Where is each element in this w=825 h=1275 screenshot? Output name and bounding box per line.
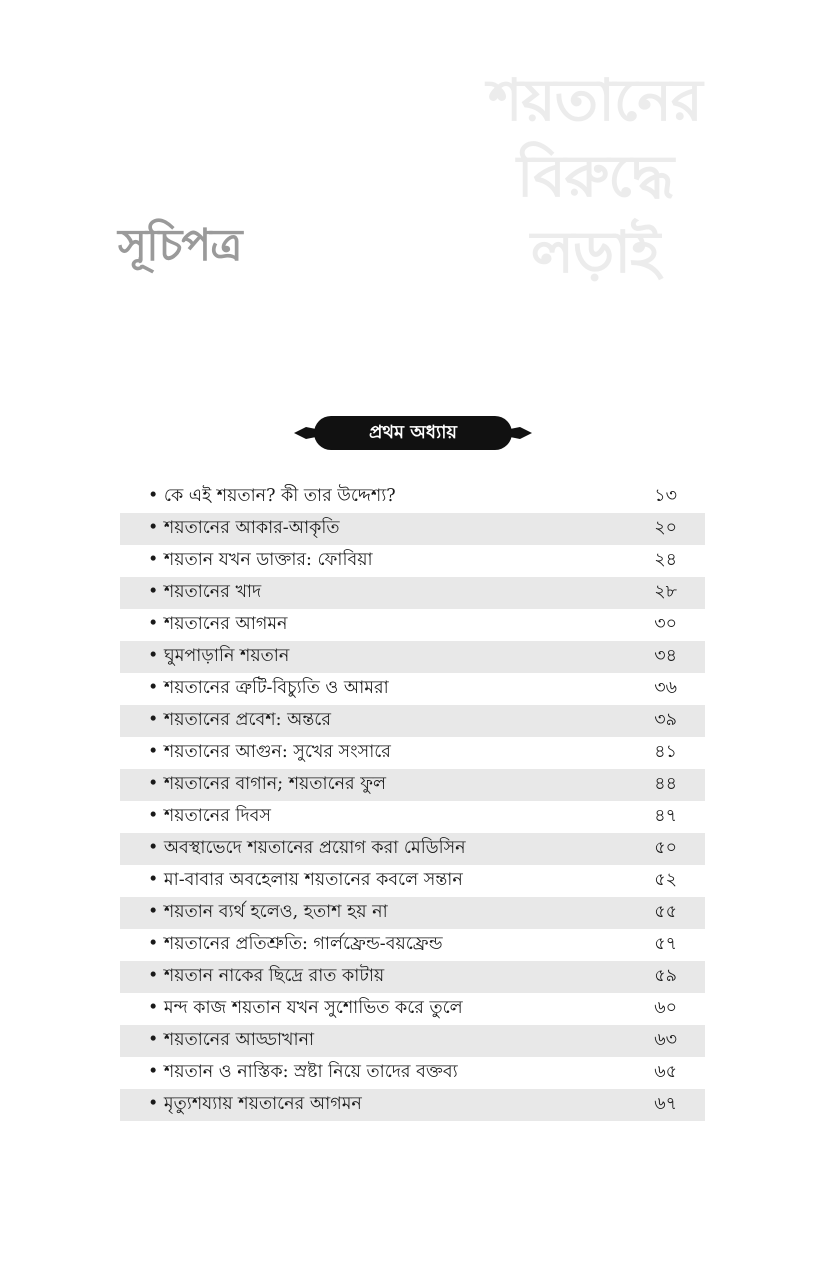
bullet-icon: •: [148, 741, 159, 762]
toc-entry-title: শয়তান ও নাস্তিক: স্রষ্টা নিয়ে তাদের বক্তব্য: [163, 1061, 458, 1082]
toc-entry[interactable]: [120, 545, 705, 577]
page-title: সূচিপত্র: [118, 220, 242, 271]
toc-entry[interactable]: [120, 801, 705, 833]
toc-entry-title: কে এই শয়তান? কী তার উদ্দেশ্য?: [163, 485, 396, 506]
toc-entry-page-number: ৫৯: [654, 965, 677, 986]
toc-entry-title: মন্দ কাজ শয়তান যখন সুশোভিত করে তুলে: [163, 997, 463, 1018]
bullet-icon: •: [148, 709, 159, 730]
bullet-icon: •: [148, 517, 159, 538]
toc-entry-page-number: ৬৩: [654, 1029, 677, 1050]
bullet-icon: •: [148, 549, 159, 570]
toc-entry-page-number: ৩৪: [654, 645, 677, 666]
toc-entry-title-wrap: [148, 963, 384, 992]
toc-entry[interactable]: [120, 1025, 705, 1057]
bullet-icon: •: [148, 677, 159, 698]
toc-entry-page-number: ৫০: [654, 837, 677, 858]
toc-entry[interactable]: [120, 641, 705, 673]
toc-entry-title-wrap: [148, 739, 391, 768]
toc-entry[interactable]: [120, 705, 705, 737]
toc-entry-title: শয়তানের প্রতিশ্রুতি: গার্লফ্রেন্ড-বয়ফ্রেন্ড: [163, 933, 443, 954]
toc-entry-title: শয়তানের বাগান; শয়তানের ফুল: [163, 773, 387, 794]
toc-entry-page-number: ১৩: [654, 485, 677, 506]
bullet-icon: •: [148, 933, 159, 954]
toc-entry-page-number: ৩৯: [654, 709, 677, 730]
toc-entry-page-number: ৬৭: [654, 1093, 677, 1114]
toc-entry-title: শয়তানের প্রবেশ: অন্তরে: [163, 709, 331, 730]
toc-entry-title: শয়তানের আড্ডাখানা: [163, 1029, 315, 1050]
toc-entry-title-wrap: [148, 579, 261, 608]
toc-entry-page-number: ২৮: [654, 581, 677, 602]
watermark-line-2: বিরুদ্ধে: [516, 142, 674, 210]
bullet-icon: •: [148, 997, 159, 1018]
chapter-heading: প্রথম অধ্যায়: [368, 422, 458, 443]
toc-entry-title: শয়তানের আগমন: [163, 613, 288, 634]
toc-entry[interactable]: [120, 513, 705, 545]
toc-entry-title: শয়তানের দিবস: [163, 805, 271, 826]
toc-entry-page-number: ৩৬: [654, 677, 677, 698]
table-of-contents: [120, 481, 705, 1121]
toc-entry-page-number: ২০: [654, 517, 677, 538]
toc-entry-title: শয়তান যখন ডাক্তার: ফোবিয়া: [163, 549, 373, 570]
toc-entry[interactable]: [120, 897, 705, 929]
toc-entry-title-wrap: [148, 547, 373, 576]
toc-entry-title-wrap: [148, 995, 463, 1024]
toc-entry-title: অবস্থাভেদে শয়তানের প্রয়োগ করা মেডিসিন: [163, 837, 466, 858]
bullet-icon: •: [148, 869, 159, 890]
toc-entry[interactable]: [120, 673, 705, 705]
toc-entry-title: শয়তান ব্যর্থ হলেও, হতাশ হয় না: [163, 901, 388, 922]
toc-entry-title: শয়তানের ত্রুটি-বিচ্যুতি ও আমরা: [163, 677, 389, 698]
toc-entry-page-number: ৫২: [654, 869, 677, 890]
bullet-icon: •: [148, 613, 159, 634]
toc-entry-title-wrap: [148, 515, 340, 544]
toc-entry[interactable]: [120, 1089, 705, 1121]
toc-entry-title-wrap: [148, 483, 396, 512]
toc-entry[interactable]: [120, 865, 705, 897]
bullet-icon: •: [148, 645, 159, 666]
toc-entry-title-wrap: [148, 771, 386, 800]
bullet-icon: •: [148, 1061, 159, 1082]
toc-entry[interactable]: [120, 929, 705, 961]
toc-entry-title: মা-বাবার অবহেলায় শয়তানের কবলে সন্তান: [163, 869, 463, 890]
watermark-line-1: শয়তানের: [488, 66, 702, 134]
toc-entry-title-wrap: [148, 707, 331, 736]
toc-entry-title-wrap: [148, 899, 388, 928]
toc-entry-title: শয়তানের আগুন: সুখের সংসারে: [163, 741, 391, 762]
bullet-icon: •: [148, 1093, 159, 1114]
toc-entry[interactable]: [120, 737, 705, 769]
toc-entry[interactable]: [120, 481, 705, 513]
toc-entry[interactable]: [120, 609, 705, 641]
toc-entry-title: শয়তানের আকার-আকৃতি: [163, 517, 340, 538]
toc-entry-title-wrap: [148, 675, 389, 704]
toc-entry[interactable]: [120, 769, 705, 801]
bullet-icon: •: [148, 805, 159, 826]
toc-entry-title-wrap: [148, 643, 289, 672]
toc-entry[interactable]: [120, 577, 705, 609]
toc-entry-title-wrap: [148, 803, 271, 832]
bullet-icon: •: [148, 485, 159, 506]
book-title-watermark: [440, 62, 750, 290]
toc-entry-title-wrap: [148, 835, 466, 864]
toc-entry-title-wrap: [148, 931, 443, 960]
toc-entry-page-number: ৪৭: [654, 805, 677, 826]
toc-entry-title: শয়তান নাকের ছিদ্রে রাত কাটায়: [163, 965, 385, 986]
toc-entry-page-number: ৬০: [654, 997, 677, 1018]
toc-entry[interactable]: [120, 961, 705, 993]
bullet-icon: •: [148, 581, 159, 602]
toc-entry-title: ঘুমপাড়ানি শয়তান: [163, 645, 290, 666]
watermark-line-3: লড়াই: [530, 218, 660, 286]
toc-entry-title-wrap: [148, 611, 288, 640]
bullet-icon: •: [148, 773, 159, 794]
toc-entry-title-wrap: [148, 1027, 314, 1056]
bullet-icon: •: [148, 965, 159, 986]
toc-entry-title: শয়তানের খাদ: [163, 581, 262, 602]
toc-entry-title-wrap: [148, 1059, 458, 1088]
chapter-banner: [292, 414, 534, 452]
toc-entry-title-wrap: [148, 867, 463, 896]
toc-entry-page-number: ৪৪: [654, 773, 677, 794]
toc-entry-page-number: ২৪: [654, 549, 677, 570]
toc-entry[interactable]: [120, 993, 705, 1025]
bullet-icon: •: [148, 901, 159, 922]
toc-entry[interactable]: [120, 1057, 705, 1089]
bullet-icon: •: [148, 1029, 159, 1050]
toc-entry-page-number: ৩০: [654, 613, 677, 634]
toc-entry-page-number: ৫৭: [654, 933, 677, 954]
toc-entry-page-number: ৪১: [654, 741, 677, 762]
toc-entry-title: মৃত্যুশয্যায় শয়তানের আগমন: [163, 1093, 362, 1114]
toc-entry[interactable]: [120, 833, 705, 865]
bullet-icon: •: [148, 837, 159, 858]
toc-entry-page-number: ৬৫: [654, 1061, 677, 1082]
toc-entry-title-wrap: [148, 1091, 362, 1120]
toc-entry-page-number: ৫৫: [654, 901, 677, 922]
